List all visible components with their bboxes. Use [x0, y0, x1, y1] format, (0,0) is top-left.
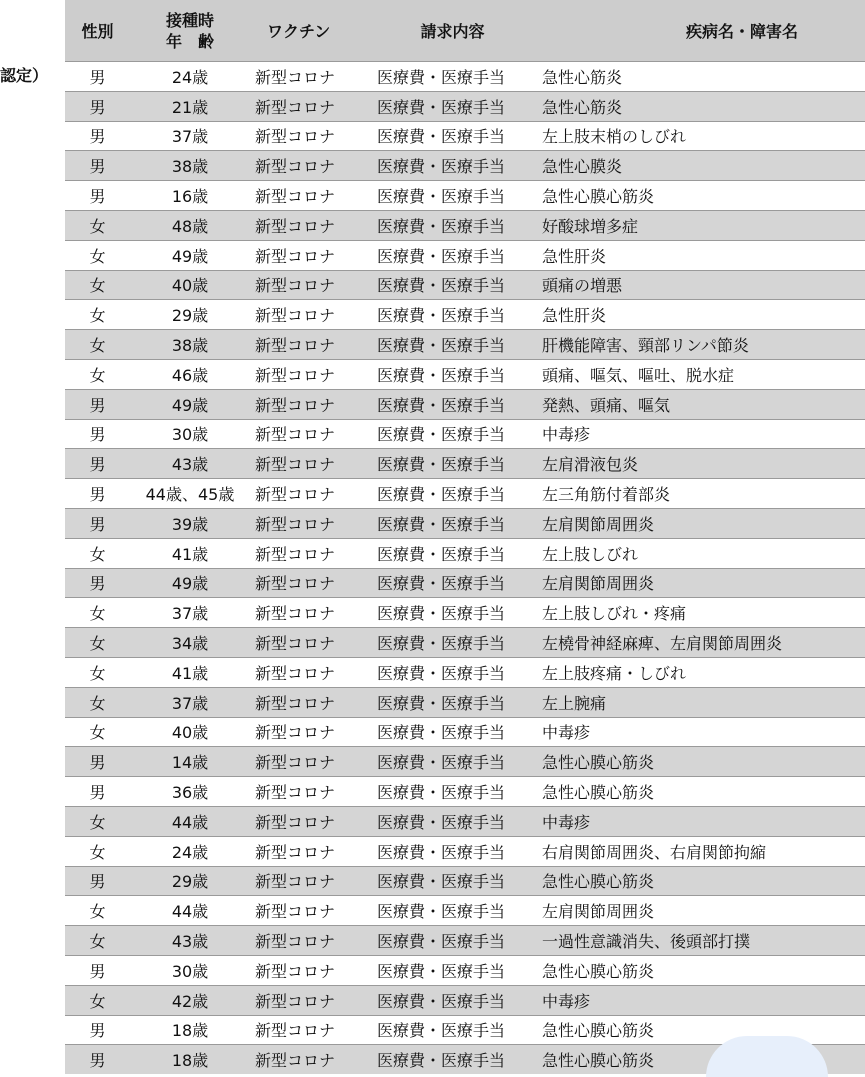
- cell-age: 30歳: [171, 425, 209, 445]
- cell-claim: 医療費・医療手当: [377, 395, 506, 415]
- cell-disease: 左肩関節周囲炎: [542, 514, 655, 534]
- table-row: [65, 836, 865, 866]
- table-row: [65, 448, 865, 478]
- cell-disease: 肝機能障害、頸部リンパ節炎: [542, 336, 749, 356]
- cell-disease: 頭痛の増悪: [542, 276, 623, 296]
- cell-claim: 医療費・医療手当: [377, 485, 506, 505]
- header-vaccine: ワクチン: [267, 22, 331, 41]
- cell-claim: 医療費・医療手当: [377, 216, 506, 236]
- cell-sex: 男: [89, 514, 106, 534]
- cell-claim: 医療費・医療手当: [377, 812, 506, 832]
- cell-vaccine: 新型コロナ: [255, 336, 336, 356]
- cell-disease: 急性肝炎: [542, 306, 607, 326]
- cell-disease: 一過性意識消失、後頭部打撲: [542, 932, 751, 951]
- table-row: [65, 299, 865, 329]
- cell-age: 42歳: [171, 991, 209, 1011]
- table-row: [65, 61, 865, 91]
- cell-age: 49歳: [171, 395, 209, 415]
- header-age-line2: 年 齢: [165, 31, 214, 51]
- cell-sex: 男: [89, 574, 106, 594]
- cell-disease: 急性肝炎: [542, 246, 607, 266]
- cell-sex: 女: [89, 216, 106, 236]
- floating-overlay-bubble: [706, 1036, 828, 1077]
- cell-sex: 男: [89, 97, 106, 117]
- table-row: [65, 806, 865, 836]
- cell-age: 41歳: [171, 663, 209, 683]
- table-row: [65, 121, 865, 151]
- cell-age: 43歳: [171, 932, 209, 951]
- cell-age: 21歳: [171, 97, 209, 117]
- cell-claim: 医療費・医療手当: [377, 693, 506, 713]
- cell-sex: 男: [89, 187, 106, 207]
- table-row: [65, 538, 865, 568]
- table-row: [65, 150, 865, 180]
- cell-age: 44歳: [171, 902, 209, 922]
- cell-claim: 医療費・医療手当: [377, 1021, 506, 1041]
- cell-vaccine: 新型コロナ: [255, 961, 336, 981]
- table-header: [65, 0, 865, 61]
- cell-age: 36歳: [171, 783, 209, 803]
- cell-claim: 医療費・医療手当: [377, 723, 506, 743]
- cell-age: 16歳: [171, 187, 209, 207]
- table-row: [65, 597, 865, 627]
- cell-age: 49歳: [171, 574, 209, 594]
- cell-vaccine: 新型コロナ: [255, 991, 336, 1011]
- cell-sex: 女: [89, 336, 106, 356]
- header-disease: 疾病名・障害名: [686, 22, 799, 41]
- cell-age: 44歳、45歳: [145, 485, 235, 505]
- table-row: [65, 91, 865, 121]
- cell-vaccine: 新型コロナ: [255, 157, 336, 177]
- cell-disease: 急性心膜炎: [542, 157, 623, 177]
- cell-claim: 医療費・医療手当: [377, 97, 506, 117]
- cell-age: 38歳: [171, 157, 209, 177]
- cell-sex: 女: [89, 634, 106, 654]
- cell-disease: 左上腕痛: [542, 693, 607, 713]
- cell-disease: 頭痛、嘔気、嘔吐、脱水症: [542, 365, 735, 385]
- cell-vaccine: 新型コロナ: [255, 1021, 336, 1041]
- cell-disease: 中毒疹: [542, 723, 591, 743]
- cell-vaccine: 新型コロナ: [255, 932, 336, 951]
- table-row: [65, 389, 865, 419]
- table-row: [65, 746, 865, 776]
- cell-sex: 男: [89, 1021, 106, 1041]
- cell-age: 39歳: [171, 514, 209, 534]
- table-row: [65, 359, 865, 389]
- cell-claim: 医療費・医療手当: [377, 514, 506, 534]
- table-row: [65, 568, 865, 598]
- cell-sex: 男: [89, 753, 106, 773]
- cell-sex: 男: [89, 127, 106, 147]
- cell-disease: 急性心膜心筋炎: [542, 872, 655, 892]
- cell-disease: 急性心膜心筋炎: [542, 753, 655, 773]
- cell-vaccine: 新型コロナ: [255, 544, 336, 564]
- cell-vaccine: 新型コロナ: [255, 365, 336, 385]
- cell-disease: 急性心膜心筋炎: [542, 783, 655, 803]
- cell-claim: 医療費・医療手当: [377, 306, 506, 326]
- cell-claim: 医療費・医療手当: [377, 842, 506, 862]
- cell-sex: 男: [89, 783, 106, 803]
- cell-age: 41歳: [171, 544, 209, 564]
- cell-claim: 医療費・医療手当: [377, 961, 506, 981]
- cell-age: 24歳: [171, 842, 209, 862]
- table-row: [65, 478, 865, 508]
- cell-claim: 医療費・医療手当: [377, 246, 506, 266]
- cell-sex: 女: [89, 842, 106, 862]
- cell-age: 37歳: [171, 604, 209, 624]
- cell-vaccine: 新型コロナ: [255, 187, 336, 207]
- cell-vaccine: 新型コロナ: [255, 842, 336, 862]
- cell-claim: 医療費・医療手当: [377, 1051, 506, 1071]
- table-row: [65, 925, 865, 955]
- table-row: [65, 687, 865, 717]
- cell-claim: 医療費・医療手当: [377, 932, 506, 951]
- cell-disease: 左肩滑液包炎: [542, 455, 639, 475]
- cell-vaccine: 新型コロナ: [255, 604, 336, 624]
- cell-sex: 女: [89, 604, 106, 624]
- cell-vaccine: 新型コロナ: [255, 127, 336, 147]
- cell-sex: 男: [89, 1051, 106, 1071]
- cell-vaccine: 新型コロナ: [255, 425, 336, 445]
- side-note-label: 認定）: [0, 66, 49, 85]
- cell-disease: 左上肢しびれ・疼痛: [542, 604, 687, 624]
- cell-sex: 女: [89, 276, 106, 296]
- cell-disease: 左肩関節周囲炎: [542, 902, 655, 922]
- cell-age: 24歳: [171, 67, 209, 87]
- cell-sex: 女: [89, 932, 106, 951]
- cell-sex: 女: [89, 246, 106, 266]
- table-row: [65, 180, 865, 210]
- cell-disease: 左上肢末梢のしびれ: [542, 127, 687, 147]
- cell-vaccine: 新型コロナ: [255, 574, 336, 594]
- cell-claim: 医療費・医療手当: [377, 872, 506, 892]
- cell-claim: 医療費・医療手当: [377, 425, 506, 445]
- cell-disease: 急性心膜心筋炎: [542, 187, 655, 207]
- cell-claim: 医療費・医療手当: [377, 574, 506, 594]
- cell-claim: 医療費・医療手当: [377, 157, 506, 177]
- cell-age: 29歳: [171, 872, 209, 892]
- table-row: [65, 776, 865, 806]
- cell-claim: 医療費・医療手当: [377, 127, 506, 147]
- cell-claim: 医療費・医療手当: [377, 783, 506, 803]
- cell-sex: 女: [89, 663, 106, 683]
- cell-claim: 医療費・医療手当: [377, 902, 506, 922]
- cell-sex: 男: [89, 425, 106, 445]
- cell-sex: 女: [89, 365, 106, 385]
- cell-vaccine: 新型コロナ: [255, 246, 336, 266]
- cell-age: 29歳: [171, 306, 209, 326]
- table-row: [65, 210, 865, 240]
- cell-claim: 医療費・医療手当: [377, 336, 506, 356]
- cell-sex: 女: [89, 723, 106, 743]
- cell-claim: 医療費・医療手当: [377, 753, 506, 773]
- cell-vaccine: 新型コロナ: [255, 693, 336, 713]
- cell-age: 18歳: [171, 1051, 209, 1071]
- cell-disease: 中毒疹: [542, 425, 591, 445]
- cell-age: 34歳: [171, 634, 209, 654]
- table-row: [65, 985, 865, 1015]
- cell-sex: 女: [89, 306, 106, 326]
- cell-vaccine: 新型コロナ: [255, 783, 336, 803]
- cell-claim: 医療費・医療手当: [377, 634, 506, 654]
- cell-sex: 女: [89, 991, 106, 1011]
- header-age: [130, 0, 250, 61]
- cell-claim: 医療費・医療手当: [377, 663, 506, 683]
- cell-vaccine: 新型コロナ: [255, 276, 336, 296]
- cell-vaccine: 新型コロナ: [255, 663, 336, 683]
- cell-vaccine: 新型コロナ: [255, 455, 336, 475]
- cell-sex: 女: [89, 544, 106, 564]
- cell-disease: 急性心膜心筋炎: [542, 1021, 655, 1041]
- cell-claim: 医療費・医療手当: [377, 991, 506, 1011]
- table-row: [65, 270, 865, 300]
- cell-claim: 医療費・医療手当: [377, 544, 506, 564]
- table-row: [65, 240, 865, 270]
- table-row: [65, 657, 865, 687]
- table-row: [65, 329, 865, 359]
- cell-disease: 好酸球増多症: [542, 216, 639, 236]
- table-body: [65, 61, 865, 1074]
- table-row: [65, 717, 865, 747]
- cell-vaccine: 新型コロナ: [255, 97, 336, 117]
- cell-claim: 医療費・医療手当: [377, 187, 506, 207]
- table-row: [65, 955, 865, 985]
- table-row: [65, 866, 865, 896]
- cell-age: 46歳: [171, 365, 209, 385]
- cell-disease: 中毒疹: [542, 812, 591, 832]
- cell-vaccine: 新型コロナ: [255, 872, 336, 892]
- cell-vaccine: 新型コロナ: [255, 67, 336, 87]
- cell-claim: 医療費・医療手当: [377, 455, 506, 475]
- cell-disease: 左三角筋付着部炎: [542, 485, 671, 505]
- cell-disease: 発熱、頭痛、嘔気: [542, 395, 671, 415]
- cell-sex: 男: [89, 872, 106, 892]
- cell-sex: 男: [89, 485, 106, 505]
- cell-disease: 左肩関節周囲炎: [542, 574, 655, 594]
- cell-claim: 医療費・医療手当: [377, 365, 506, 385]
- table-row: [65, 627, 865, 657]
- cell-disease: 左橈骨神経麻痺、左肩関節周囲炎: [542, 634, 783, 654]
- cell-vaccine: 新型コロナ: [255, 1051, 336, 1071]
- cell-claim: 医療費・医療手当: [377, 67, 506, 87]
- cell-age: 44歳: [171, 812, 209, 832]
- table-row: [65, 895, 865, 925]
- cell-age: 37歳: [171, 127, 209, 147]
- cell-age: 30歳: [171, 961, 209, 981]
- cell-vaccine: 新型コロナ: [255, 634, 336, 654]
- cell-sex: 男: [89, 455, 106, 475]
- cell-age: 38歳: [171, 336, 209, 356]
- cell-disease: 中毒疹: [542, 991, 591, 1011]
- cell-sex: 女: [89, 693, 106, 713]
- table-row: [65, 508, 865, 538]
- cell-sex: 男: [89, 961, 106, 981]
- cell-vaccine: 新型コロナ: [255, 395, 336, 415]
- claims-table: [65, 0, 865, 1074]
- cell-vaccine: 新型コロナ: [255, 216, 336, 236]
- table-row: [65, 419, 865, 449]
- cell-disease: 急性心膜心筋炎: [542, 1051, 655, 1071]
- cell-age: 18歳: [171, 1021, 209, 1041]
- cell-claim: 医療費・医療手当: [377, 276, 506, 296]
- cell-age: 37歳: [171, 693, 209, 713]
- cell-age: 40歳: [171, 723, 209, 743]
- cell-age: 14歳: [171, 753, 209, 773]
- cell-sex: 男: [89, 395, 106, 415]
- cell-vaccine: 新型コロナ: [255, 902, 336, 922]
- cell-disease: 急性心筋炎: [542, 67, 623, 87]
- cell-age: 49歳: [171, 246, 209, 266]
- cell-vaccine: 新型コロナ: [255, 485, 336, 505]
- cell-claim: 医療費・医療手当: [377, 604, 506, 624]
- cell-sex: 男: [89, 67, 106, 87]
- cell-disease: 左上肢しびれ: [542, 544, 639, 564]
- cell-sex: 男: [89, 157, 106, 177]
- cell-vaccine: 新型コロナ: [255, 812, 336, 832]
- header-age-line1: 接種時: [165, 10, 214, 30]
- cell-disease: 急性心膜心筋炎: [542, 961, 655, 981]
- header-claim: 請求内容: [420, 22, 485, 41]
- header-sex: 性別: [81, 22, 114, 41]
- cell-disease: 右肩関節周囲炎、右肩関節拘縮: [542, 842, 767, 862]
- cell-age: 48歳: [171, 216, 209, 236]
- cell-vaccine: 新型コロナ: [255, 753, 336, 773]
- cell-age: 43歳: [171, 455, 209, 475]
- cell-sex: 女: [89, 812, 106, 832]
- cell-disease: 左上肢疼痛・しびれ: [542, 663, 687, 683]
- cell-vaccine: 新型コロナ: [255, 306, 336, 326]
- cell-disease: 急性心筋炎: [542, 97, 623, 117]
- cell-sex: 女: [89, 902, 106, 922]
- cell-age: 40歳: [171, 276, 209, 296]
- cell-vaccine: 新型コロナ: [255, 514, 336, 534]
- cell-vaccine: 新型コロナ: [255, 723, 336, 743]
